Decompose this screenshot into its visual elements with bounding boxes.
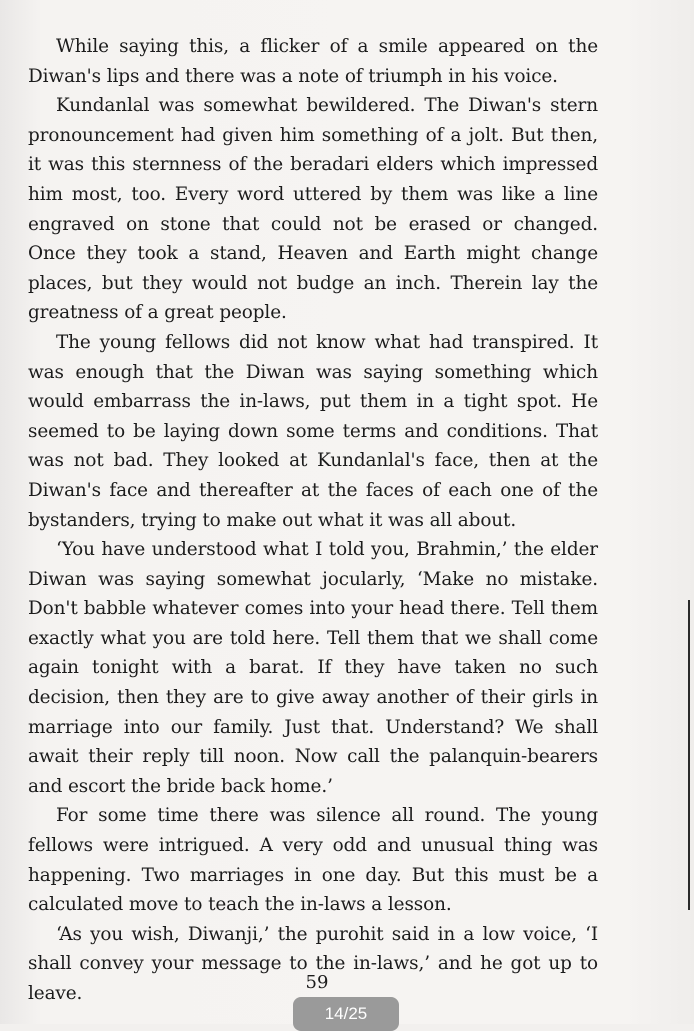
paragraph: Kundanlal was somewhat bewildered. The Diwan's stern pronouncement had given him something of a jolt. But then, it was this sternness of the beradari elders which impressed him most, too. Every word uttered by them was like a line engraved on stone that could not be erased or changed. Once they took a stand, Heaven and Earth might change places, but they would not budge an inch. Therein lay the greatness of a great people. [28,95,598,324]
paragraph: While saying this, a flicker of a smile appeared on the Diwan's lips and there was a note of triumph in his voice. [28,36,598,87]
page-edge-shadow [688,600,690,910]
paragraph: For some time there was silence all round. The young fellows were intrigued. A very odd and unusual thing was happening. Two marriages in one day. But this must be a calculated move to teach the in-laws a lesson. [28,805,598,916]
page-number: 59 [305,972,329,993]
body-text [28,32,598,1009]
paragraph: ‘You have understood what I told you, Brahmin,’ the elder Diwan was saying somewhat jocularly, ‘Make no mistake. Don't babble whatever comes into your head there. Tell them exactly what you are told here. Tell them that we shall come again tonight with a barat. If they have taken no such decision, then they are to give away another of their girls in marriage into our family. Just that. Understand? We shall await their reply till noon. Now call the palanquin-bearers and escort the bride back home.’ [28,539,598,797]
paragraph: ‘As you wish, Diwanji,’ the purohit said in a low voice, ‘I shall convey your message to the in-laws,’ and he got up to leave. [28,923,598,1004]
paragraph: The young fellows did not know what had transpired. It was enough that the Diwan was saying something which would embarrass the in-laws, put them in a tight spot. He seemed to be laying down some terms and conditions. That was not bad. They looked at Kundanlal's face, then at the Diwan's face and thereafter at the faces of each one of the bystanders, trying to make out what it was all about. [28,331,598,531]
page-indicator-badge[interactable]: 14/25 [293,997,399,1031]
